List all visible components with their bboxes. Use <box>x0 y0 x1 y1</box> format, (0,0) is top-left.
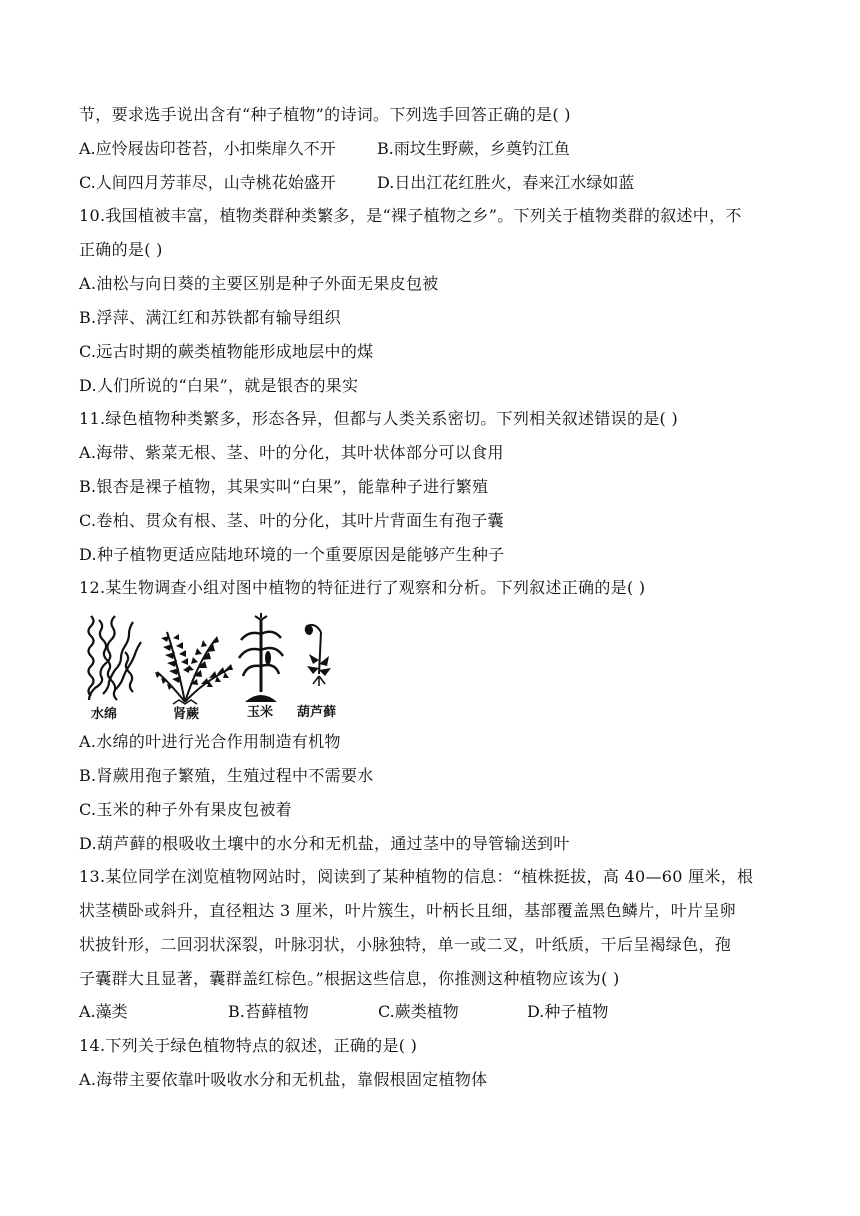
q11-option-b: B.银杏是裸子植物，其果实叫“白果”，能靠种子进行繁殖 <box>79 477 489 496</box>
q9-option-d: D.日出江花红胜火，春来江水绿如蓝 <box>377 173 635 192</box>
plant-illustration <box>85 612 355 724</box>
q12-option-b: B.肾蕨用孢子繁殖，生殖过程中不需要水 <box>79 766 374 785</box>
q13-option-c: C.蕨类植物 <box>378 1002 459 1021</box>
q11-option-a: A.海带、紫菜无根、茎、叶的分化，其叶状体部分可以食用 <box>79 443 504 462</box>
caption-moss: 葫芦藓 <box>297 705 337 720</box>
caption-corn: 玉米 <box>247 705 274 720</box>
caption-spirogyra: 水绵 <box>91 707 118 722</box>
fern-drawing <box>155 632 233 704</box>
q9-option-a: A.应怜屐齿印苍苔，小扣柴扉久不开 <box>79 139 336 158</box>
q10-option-d: D.人们所说的“白果”，就是银杏的果实 <box>79 376 359 395</box>
q10-stem: 10.我国植被丰富，植物类群种类繁多，是“裸子植物之乡”。下列关于植物类群的叙述中，不 <box>79 206 742 225</box>
q13-option-b: B.苔藓植物 <box>228 1002 309 1021</box>
q10-option-b: B.浮萍、满江红和苏铁都有输导组织 <box>79 308 341 327</box>
q13-stem-line-1: 13.某位同学在浏览植物网站时，阅读到了某种植物的信息：“植株挺拔，高 40—60 厘米，根 <box>79 867 754 886</box>
q13-option-a: A.藻类 <box>79 1002 128 1021</box>
moss-drawing <box>305 625 331 686</box>
q14-stem: 14.下列关于绿色植物特点的叙述，正确的是( ) <box>79 1036 418 1055</box>
q13-stem-line-2: 状茎横卧或斜升，直径粗达 3 厘米，叶片簇生，叶柄长且细，基部覆盖黑色鳞片，叶片呈卵 <box>79 901 736 920</box>
q11-option-d: D.种子植物更适应陆地环境的一个重要原因是能够产生种子 <box>79 545 505 564</box>
q13-stem-line-3: 状披针形，二回羽状深裂，叶脉羽状，小脉独特，单一或二叉，叶纸质，干后呈褐绿色，孢 <box>79 935 732 954</box>
q12-option-a: A.水绵的叶进行光合作用制造有机物 <box>79 732 341 751</box>
q11-option-c: C.卷柏、贯众有根、茎、叶的分化，其叶片背面生有孢子囊 <box>79 511 504 530</box>
q12-stem: 12.某生物调查小组对图中植物的特征进行了观察和分析。下列叙述正确的是( ) <box>79 578 646 597</box>
caption-fern: 肾蕨 <box>173 707 200 722</box>
q9-option-c: C.人间四月芳菲尽，山寺桃花始盛开 <box>79 173 336 192</box>
q9-stem-tail: 节，要求选手说出含有“种子植物”的诗词。下列选手回答正确的是( ) <box>79 105 571 124</box>
q10-stem-cont: 正确的是( ) <box>79 240 163 259</box>
q13-stem-line-4: 子囊群大且显著，囊群盖红棕色。”根据这些信息，你推测这种植物应该为( ) <box>79 969 620 988</box>
q10-option-c: C.远古时期的蕨类植物能形成地层中的煤 <box>79 342 374 361</box>
spirogyra-drawing <box>89 616 142 700</box>
q11-stem: 11.绿色植物种类繁多，形态各异，但都与人类关系密切。下列相关叙述错误的是( ) <box>79 409 679 428</box>
q13-option-d: D.种子植物 <box>527 1002 609 1021</box>
q9-option-b: B.雨坟生野蕨，乡奠钓江鱼 <box>377 139 570 158</box>
q12-option-c: C.玉米的种子外有果皮包被着 <box>79 800 292 819</box>
q12-option-d: D.葫芦藓的根吸收土壤中的水分和无机盐，通过茎中的导管输送到叶 <box>79 834 570 853</box>
q14-option-a: A.海带主要依靠叶吸收水分和无机盐，靠假根固定植物体 <box>79 1070 488 1089</box>
q10-option-a: A.油松与向日葵的主要区别是种子外面无果皮包被 <box>79 274 439 293</box>
corn-drawing <box>239 613 283 702</box>
plant-figure <box>85 612 355 724</box>
